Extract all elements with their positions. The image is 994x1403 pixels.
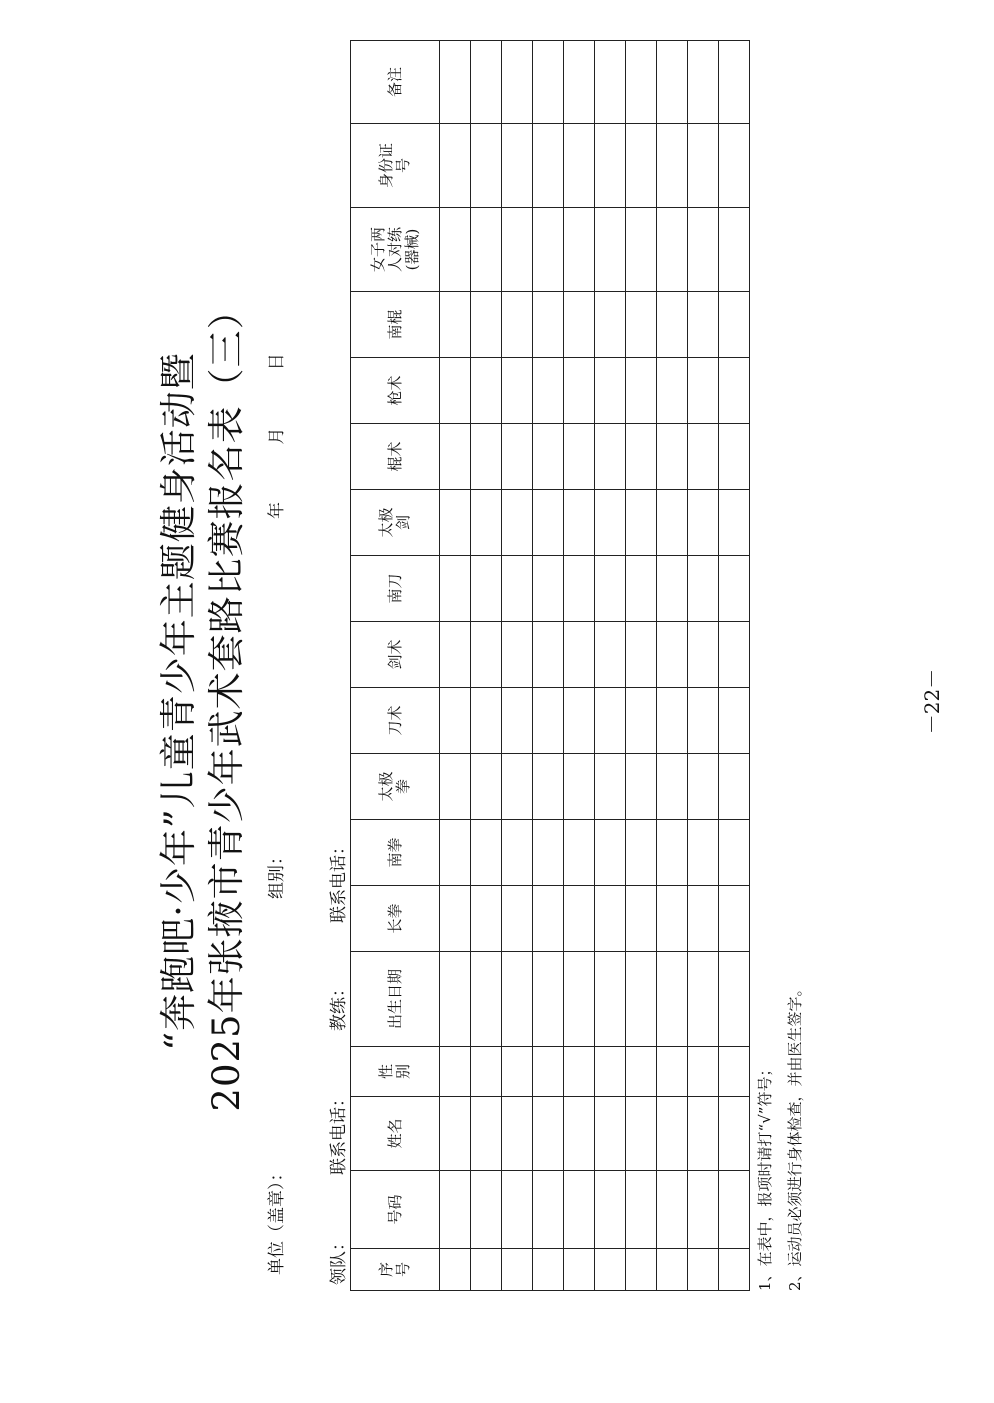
table-cell[interactable] [533,208,564,292]
table-cell[interactable] [657,688,688,754]
table-cell[interactable] [471,688,502,754]
table-row [688,41,719,1291]
table-cell[interactable] [595,1097,626,1171]
table-cell[interactable] [564,688,595,754]
table-cell[interactable] [626,820,657,886]
table-cell[interactable] [719,1097,750,1171]
unit-seal-label: 单位（盖章）： [267,1164,287,1275]
table-row [657,41,688,1291]
table-cell[interactable] [533,952,564,1047]
table-body [440,41,750,1291]
table-cell[interactable] [533,292,564,358]
note-1: 1、在表中，报项时请打“√”符号； [756,1061,774,1291]
date-year-label: 年 [267,502,287,519]
table-cell[interactable] [688,556,719,622]
table-cell[interactable] [595,820,626,886]
table-cell[interactable] [471,754,502,820]
table-cell[interactable] [595,1047,626,1097]
table-cell[interactable] [440,124,471,208]
table-cell[interactable] [440,41,471,124]
table-cell[interactable] [471,490,502,556]
table-cell[interactable] [688,208,719,292]
table-cell[interactable] [626,1097,657,1171]
table-cell[interactable] [564,622,595,688]
table-cell[interactable] [440,490,471,556]
table-cell[interactable] [657,41,688,124]
table-cell[interactable] [595,688,626,754]
table-cell[interactable] [533,820,564,886]
table-cell[interactable] [626,490,657,556]
column-header: 南棍 [351,292,440,358]
table-cell[interactable] [719,292,750,358]
table-cell[interactable] [564,292,595,358]
table-cell[interactable] [471,292,502,358]
column-header: 序 号 [351,1249,440,1291]
table-cell[interactable] [533,622,564,688]
table-cell[interactable] [564,820,595,886]
table-cell[interactable] [719,41,750,124]
table-cell[interactable] [533,1047,564,1097]
table-cell[interactable] [688,886,719,952]
table-cell[interactable] [688,820,719,886]
table-row [440,41,471,1291]
table-cell[interactable] [595,41,626,124]
table-cell[interactable] [533,556,564,622]
table-cell[interactable] [626,754,657,820]
table-cell[interactable] [564,1249,595,1291]
table-cell[interactable] [502,1249,533,1291]
column-header: 姓名 [351,1097,440,1171]
table-cell[interactable] [719,688,750,754]
table-cell[interactable] [688,41,719,124]
column-header: 备注 [351,41,440,124]
page-number: －22－ [920,668,944,735]
table-cell[interactable] [595,952,626,1047]
table-cell[interactable] [719,1249,750,1291]
column-header: 女子两 人对练 (器械) [351,208,440,292]
table-cell[interactable] [440,952,471,1047]
table-cell[interactable] [564,886,595,952]
column-header: 枪术 [351,358,440,424]
table-cell[interactable] [626,41,657,124]
table-cell[interactable] [626,1249,657,1291]
table-cell[interactable] [657,124,688,208]
table-cell[interactable] [595,622,626,688]
table-cell[interactable] [657,952,688,1047]
table-cell[interactable] [657,292,688,358]
table-cell[interactable] [564,1047,595,1097]
table-cell[interactable] [626,1047,657,1097]
table-cell[interactable] [440,1097,471,1171]
table-cell[interactable] [626,688,657,754]
date-day-label: 日 [267,353,287,371]
table-row [471,41,502,1291]
table-cell[interactable] [626,952,657,1047]
table-cell[interactable] [564,952,595,1047]
coach-label: 教练： [329,980,349,1031]
table-cell[interactable] [471,886,502,952]
table-cell[interactable] [719,886,750,952]
table-cell[interactable] [502,622,533,688]
column-header: 太极 剑 [351,490,440,556]
table-cell[interactable] [657,886,688,952]
table-cell[interactable] [440,1249,471,1291]
table-cell[interactable] [533,1171,564,1249]
table-cell[interactable] [533,490,564,556]
table-cell[interactable] [471,1249,502,1291]
table-cell[interactable] [440,754,471,820]
table-cell[interactable] [440,424,471,490]
table-cell[interactable] [719,622,750,688]
table-cell[interactable] [657,1097,688,1171]
table-cell[interactable] [502,292,533,358]
table-row [595,41,626,1291]
table-cell[interactable] [719,358,750,424]
table-cell[interactable] [502,952,533,1047]
table-cell[interactable] [502,208,533,292]
table-cell[interactable] [719,1171,750,1249]
table-cell[interactable] [440,820,471,886]
table-cell[interactable] [688,490,719,556]
column-header: 剑术 [351,622,440,688]
table-row [719,41,750,1291]
column-header: 棍术 [351,424,440,490]
table-cell[interactable] [626,292,657,358]
date-month-label: 月 [267,427,287,445]
table-cell[interactable] [440,1171,471,1249]
table-cell[interactable] [719,952,750,1047]
table-cell[interactable] [626,886,657,952]
table-cell[interactable] [502,358,533,424]
table-cell[interactable] [533,754,564,820]
table-cell[interactable] [595,556,626,622]
table-cell[interactable] [502,754,533,820]
column-header: 身份证 号 [351,124,440,208]
table-cell[interactable] [595,208,626,292]
table-header-row [351,41,440,1291]
table-cell[interactable] [440,688,471,754]
table-cell[interactable] [595,1249,626,1291]
table-cell[interactable] [688,424,719,490]
table-cell[interactable] [657,424,688,490]
table-cell[interactable] [502,424,533,490]
table-cell[interactable] [502,688,533,754]
column-header: 刀术 [351,688,440,754]
table-cell[interactable] [626,622,657,688]
table-cell[interactable] [626,358,657,424]
table-cell[interactable] [595,490,626,556]
table-cell[interactable] [657,490,688,556]
table-cell[interactable] [471,358,502,424]
table-row [533,41,564,1291]
table-cell[interactable] [471,41,502,124]
table-cell[interactable] [595,124,626,208]
table-cell[interactable] [564,1097,595,1171]
table-cell[interactable] [719,490,750,556]
table-cell[interactable] [688,1097,719,1171]
table-cell[interactable] [626,424,657,490]
form-title-line2: 2025年张掖市青少年武术套路比赛报名表（三） [205,291,248,1112]
table-cell[interactable] [502,124,533,208]
table-cell[interactable] [688,952,719,1047]
table-cell[interactable] [719,820,750,886]
table-cell[interactable] [471,820,502,886]
date-field [262,327,287,545]
table-cell[interactable] [564,124,595,208]
table-cell[interactable] [564,754,595,820]
table-row [502,41,533,1291]
table-row [564,41,595,1291]
group-label: 组别： [267,848,287,899]
table-cell[interactable] [626,1171,657,1249]
table-cell[interactable] [719,424,750,490]
table-cell[interactable] [719,208,750,292]
table-cell[interactable] [502,490,533,556]
table-cell[interactable] [657,556,688,622]
table-cell[interactable] [440,292,471,358]
table-cell[interactable] [471,208,502,292]
table-cell[interactable] [688,292,719,358]
column-header: 长拳 [351,886,440,952]
column-header: 性 别 [351,1047,440,1097]
table-cell[interactable] [595,292,626,358]
table-cell[interactable] [471,1047,502,1097]
table-cell[interactable] [502,1097,533,1171]
column-header: 出生日期 [351,952,440,1047]
table-cell[interactable] [440,556,471,622]
table-cell[interactable] [533,41,564,124]
column-header: 南拳 [351,820,440,886]
table-cell[interactable] [657,622,688,688]
column-header: 太极 拳 [351,754,440,820]
table-cell[interactable] [564,208,595,292]
table-cell[interactable] [688,622,719,688]
table-cell[interactable] [688,124,719,208]
table-cell[interactable] [564,424,595,490]
table-cell[interactable] [502,41,533,124]
table-cell[interactable] [471,556,502,622]
table-cell[interactable] [719,1047,750,1097]
table-cell[interactable] [564,41,595,124]
table-cell[interactable] [440,1047,471,1097]
table-cell[interactable] [657,820,688,886]
table-cell[interactable] [719,754,750,820]
table-cell[interactable] [533,124,564,208]
column-header: 号码 [351,1171,440,1249]
table-cell[interactable] [471,124,502,208]
table-cell[interactable] [688,1171,719,1249]
table-cell[interactable] [440,358,471,424]
table-cell[interactable] [440,886,471,952]
table-row [626,41,657,1291]
table-cell[interactable] [626,124,657,208]
table-cell[interactable] [471,1171,502,1249]
registration-table [350,40,750,1291]
team-leader-label: 领队： [329,1234,349,1285]
table-cell[interactable] [657,1047,688,1097]
table-cell[interactable] [595,754,626,820]
table-cell[interactable] [595,424,626,490]
table-cell[interactable] [657,358,688,424]
table-cell[interactable] [626,556,657,622]
table-cell[interactable] [502,1047,533,1097]
table-cell[interactable] [502,556,533,622]
table-cell[interactable] [564,358,595,424]
coach-phone-label: 联系电话： [329,838,349,923]
table-cell[interactable] [440,208,471,292]
table-cell[interactable] [440,622,471,688]
table-cell[interactable] [688,1047,719,1097]
table-cell[interactable] [471,1097,502,1171]
table-cell[interactable] [595,886,626,952]
table-cell[interactable] [533,688,564,754]
table-cell[interactable] [657,754,688,820]
table-cell[interactable] [564,1171,595,1249]
table-cell[interactable] [564,490,595,556]
table-cell[interactable] [719,556,750,622]
column-header: 南刀 [351,556,440,622]
table-cell[interactable] [471,622,502,688]
table-cell[interactable] [533,358,564,424]
table-cell[interactable] [502,886,533,952]
table-cell[interactable] [626,208,657,292]
table-cell[interactable] [533,886,564,952]
table-cell[interactable] [471,952,502,1047]
table-cell[interactable] [657,1249,688,1291]
table-cell[interactable] [688,754,719,820]
form-title-line1: “奔跑吧·少年”儿童青少年主题健身活动暨 [157,352,200,1051]
leader-phone-label: 联系电话： [329,1090,349,1175]
table-cell[interactable] [688,1249,719,1291]
table-cell[interactable] [502,820,533,886]
table-cell[interactable] [502,1171,533,1249]
table-cell[interactable] [564,556,595,622]
table-cell[interactable] [595,1171,626,1249]
table-cell[interactable] [533,424,564,490]
table-cell[interactable] [719,124,750,208]
table-cell[interactable] [533,1097,564,1171]
note-2: 2、运动员必须进行身体检查，并由医生签字。 [786,981,804,1291]
table-cell[interactable] [471,424,502,490]
table-cell[interactable] [595,358,626,424]
table-cell[interactable] [657,1171,688,1249]
table-cell[interactable] [657,208,688,292]
table-cell[interactable] [533,1249,564,1291]
table-cell[interactable] [688,358,719,424]
table-cell[interactable] [688,688,719,754]
